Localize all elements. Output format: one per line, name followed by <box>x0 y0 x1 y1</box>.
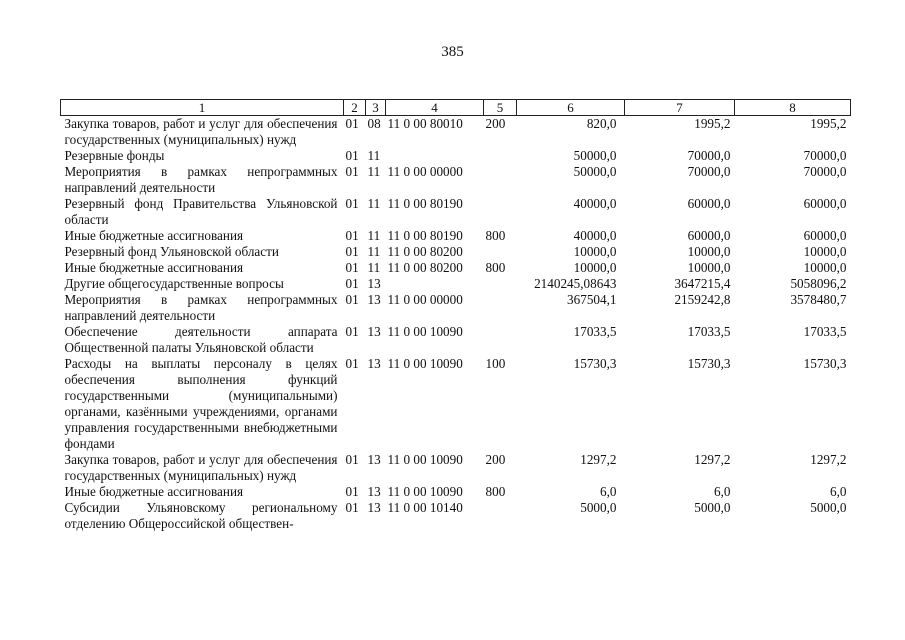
expense-type-code: 200 <box>485 452 506 467</box>
row-name: Иные бюджетные ассигнования <box>64 228 244 243</box>
amount-col-8: 60000,0 <box>803 228 847 243</box>
subsection-code: 11 <box>367 196 381 211</box>
expense-type-code <box>484 244 517 260</box>
amount-col-7: 1995,2 <box>694 116 731 131</box>
table-row <box>61 244 851 260</box>
amount-col-8: 1297,2 <box>810 452 847 467</box>
subsection-code: 13 <box>367 484 381 499</box>
amount-col-7: 5000,0 <box>694 500 731 515</box>
table-row <box>61 500 851 532</box>
expense-type-code <box>484 196 517 228</box>
section-code: 01 <box>345 484 359 499</box>
amount-col-6: 40000,0 <box>573 228 617 243</box>
subsection-code: 11 <box>367 148 381 163</box>
subsection-code: 13 <box>367 292 381 307</box>
row-name: Обеспечение деятельности аппарата Общественной палаты Ульяновской области <box>64 324 338 355</box>
expense-type-code <box>484 292 517 324</box>
table-row <box>61 276 851 292</box>
row-name: Расходы на выплаты персоналу в целях обеспечения выполнения функций государственными (муниципальными) органами, казёнными учреждениями, органами управления государственными внебюджетными фондами <box>64 356 338 451</box>
amount-col-8: 10000,0 <box>803 244 847 259</box>
amount-col-8: 70000,0 <box>803 164 847 179</box>
amount-col-6: 2140245,08643 <box>534 276 617 291</box>
expense-type-code: 200 <box>485 116 506 131</box>
section-code: 01 <box>345 500 359 515</box>
amount-col-6: 1297,2 <box>580 452 617 467</box>
section-code: 01 <box>345 148 359 163</box>
section-code: 01 <box>345 452 359 467</box>
expense-type-code <box>484 276 517 292</box>
target-article-code: 11 0 00 10090 <box>387 356 463 371</box>
header-col-3: 3 <box>366 100 386 116</box>
section-code: 01 <box>345 228 359 243</box>
target-article-code <box>386 276 484 292</box>
amount-col-7: 17033,5 <box>687 324 731 339</box>
target-article-code: 11 0 00 80190 <box>387 228 463 243</box>
target-article-code: 11 0 00 80010 <box>387 116 463 131</box>
amount-col-7: 2159242,8 <box>674 292 731 307</box>
page-number: 385 <box>441 44 464 60</box>
section-code: 01 <box>345 164 359 179</box>
amount-col-8: 1995,2 <box>810 116 847 131</box>
table-body <box>61 116 851 533</box>
amount-col-6: 50000,0 <box>573 148 617 163</box>
table-row <box>61 196 851 228</box>
section-code: 01 <box>345 116 359 131</box>
amount-col-8: 70000,0 <box>803 148 847 163</box>
table-row <box>61 260 851 276</box>
amount-col-6: 50000,0 <box>573 164 617 179</box>
amount-col-6: 10000,0 <box>573 244 617 259</box>
amount-col-8: 5058096,2 <box>790 276 847 291</box>
header-col-6: 6 <box>517 100 625 116</box>
subsection-code: 13 <box>367 356 381 371</box>
target-article-code <box>386 148 484 164</box>
target-article-code: 11 0 00 10090 <box>387 452 463 467</box>
amount-col-8: 10000,0 <box>803 260 847 275</box>
row-name: Иные бюджетные ассигнования <box>64 484 244 499</box>
subsection-code: 11 <box>367 228 381 243</box>
section-code: 01 <box>345 356 359 371</box>
budget-table <box>60 99 851 532</box>
amount-col-8: 60000,0 <box>803 196 847 211</box>
amount-col-7: 70000,0 <box>687 164 731 179</box>
row-name: Мероприятия в рамках непрограммных направлений деятельности <box>64 164 338 195</box>
target-article-code: 11 0 00 10140 <box>387 500 463 515</box>
amount-col-7: 60000,0 <box>687 228 731 243</box>
amount-col-7: 10000,0 <box>687 260 731 275</box>
subsection-code: 13 <box>367 324 381 339</box>
row-name: Закупка товаров, работ и услуг для обеспечения государственных (муниципальных) нужд <box>64 452 338 483</box>
target-article-code: 11 0 00 80200 <box>387 260 463 275</box>
amount-col-7: 1297,2 <box>694 452 731 467</box>
amount-col-7: 15730,3 <box>687 356 731 371</box>
section-code: 01 <box>345 260 359 275</box>
expense-type-code: 800 <box>485 484 506 499</box>
amount-col-8: 3578480,7 <box>790 292 847 307</box>
row-name: Иные бюджетные ассигнования <box>64 260 244 275</box>
section-code: 01 <box>345 324 359 339</box>
subsection-code: 11 <box>367 260 381 275</box>
header-col-2: 2 <box>344 100 366 116</box>
expense-type-code <box>484 500 517 532</box>
row-name: Резервный фонд Правительства Ульяновской области <box>64 196 338 227</box>
table-row <box>61 292 851 324</box>
subsection-code: 13 <box>367 452 381 467</box>
table-row <box>61 228 851 244</box>
section-code: 01 <box>345 196 359 211</box>
subsection-code: 11 <box>367 164 381 179</box>
target-article-code: 11 0 00 80200 <box>387 244 463 259</box>
header-col-5: 5 <box>484 100 517 116</box>
expense-type-code: 800 <box>485 228 506 243</box>
header-col-7: 7 <box>625 100 735 116</box>
table-header-row <box>61 100 851 116</box>
table-row <box>61 164 851 196</box>
amount-col-6: 15730,3 <box>573 356 617 371</box>
expense-type-code <box>484 164 517 196</box>
row-name: Резервные фонды <box>64 148 165 163</box>
section-code: 01 <box>345 276 359 291</box>
header-col-8: 8 <box>735 100 851 116</box>
table-row <box>61 148 851 164</box>
amount-col-7: 60000,0 <box>687 196 731 211</box>
row-name: Резервный фонд Ульяновской области <box>64 244 279 259</box>
expense-type-code <box>484 148 517 164</box>
subsection-code: 13 <box>367 500 381 515</box>
expense-type-code <box>484 324 517 356</box>
row-name: Мероприятия в рамках непрограммных направлений деятельности <box>64 292 338 323</box>
row-name: Субсидии Ульяновскому региональному отделению Общероссийской обществен- <box>64 500 338 531</box>
expense-type-code: 800 <box>485 260 506 275</box>
amount-col-6: 40000,0 <box>573 196 617 211</box>
table-row <box>61 116 851 149</box>
table-row <box>61 452 851 484</box>
header-col-4: 4 <box>386 100 484 116</box>
amount-col-7: 70000,0 <box>687 148 731 163</box>
amount-col-8: 5000,0 <box>810 500 847 515</box>
target-article-code: 11 0 00 10090 <box>387 484 463 499</box>
target-article-code: 11 0 00 00000 <box>387 164 463 179</box>
target-article-code: 11 0 00 80190 <box>387 196 463 211</box>
amount-col-6: 820,0 <box>586 116 617 131</box>
amount-col-7: 10000,0 <box>687 244 731 259</box>
subsection-code: 11 <box>367 244 381 259</box>
section-code: 01 <box>345 244 359 259</box>
amount-col-7: 3647215,4 <box>674 276 731 291</box>
amount-col-6: 5000,0 <box>580 500 617 515</box>
amount-col-8: 17033,5 <box>803 324 847 339</box>
row-name: Закупка товаров, работ и услуг для обеспечения государственных (муниципальных) нужд <box>64 116 338 147</box>
target-article-code: 11 0 00 10090 <box>387 324 463 339</box>
row-name: Другие общегосударственные вопросы <box>64 276 284 291</box>
amount-col-6: 6,0 <box>600 484 617 499</box>
amount-col-8: 6,0 <box>830 484 847 499</box>
table-row <box>61 356 851 452</box>
subsection-code: 13 <box>367 276 381 291</box>
amount-col-7: 6,0 <box>714 484 731 499</box>
table-row <box>61 324 851 356</box>
header-col-1: 1 <box>61 100 344 116</box>
table-row <box>61 484 851 500</box>
amount-col-6: 17033,5 <box>573 324 617 339</box>
target-article-code: 11 0 00 00000 <box>387 292 463 307</box>
amount-col-6: 367504,1 <box>567 292 617 307</box>
amount-col-6: 10000,0 <box>573 260 617 275</box>
subsection-code: 08 <box>367 116 381 131</box>
expense-type-code: 100 <box>485 356 506 371</box>
amount-col-8: 15730,3 <box>803 356 847 371</box>
section-code: 01 <box>345 292 359 307</box>
